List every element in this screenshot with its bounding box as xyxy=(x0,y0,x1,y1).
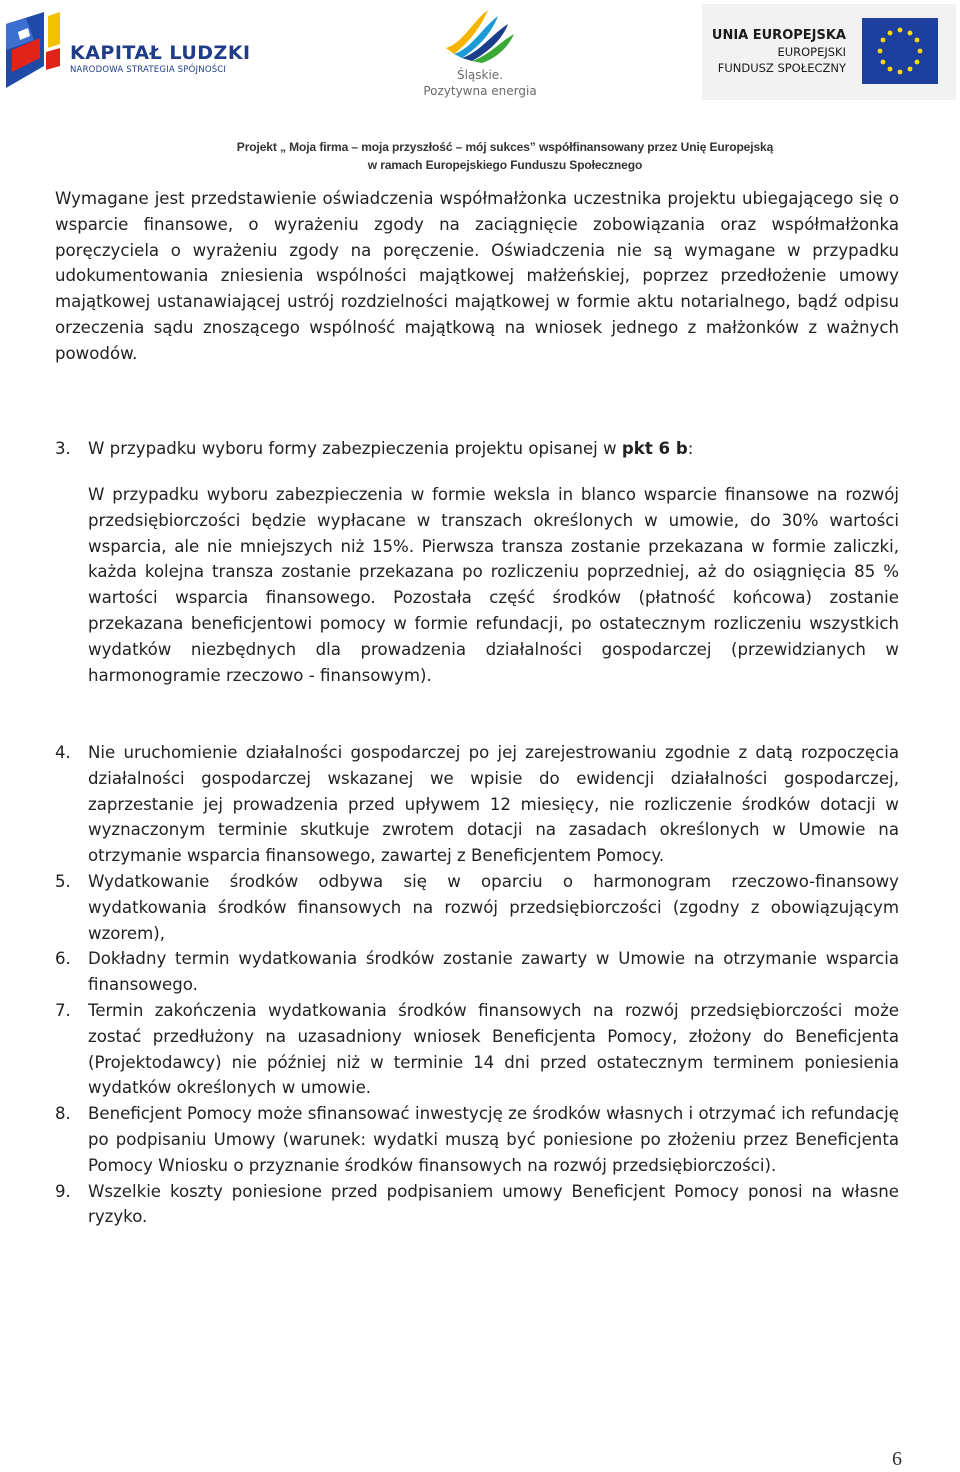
list-item-text: Dokładny termin wydatkowania środków zostanie zawarty w Umowie na otrzymanie wsparcia finansowego. xyxy=(88,949,899,995)
kapital-ludzki-subtitle: NARODOWA STRATEGIA SPÓJNOŚCI xyxy=(70,65,227,75)
section-3-number: 3. xyxy=(55,439,71,458)
eu-line-3: FUNDUSZ SPOŁECZNY xyxy=(717,61,846,75)
list-item xyxy=(55,946,899,998)
list-item-number: 8. xyxy=(55,1104,71,1124)
list-item xyxy=(55,740,899,869)
list-item xyxy=(55,1179,899,1231)
slaskie-logo xyxy=(410,4,550,100)
slaskie-title: Śląskie. xyxy=(456,68,504,82)
list-item-text: Beneficjent Pomocy może sfinansować inwestycję ze środków własnych i otrzymać ich refundację po podpisaniu Umowy (warunek: wydatki muszą być poniesione po złożeniu przez Beneficjenta Pomocy Wniosku o przyznanie środków finansowych na rozwój przedsiębiorczości). xyxy=(88,1104,899,1175)
section-3-heading-prefix: W przypadku wyboru formy zabezpieczenia projektu opisanej w xyxy=(88,439,622,458)
list-item xyxy=(55,869,899,946)
list-item xyxy=(55,1101,899,1178)
list-item-number: 4. xyxy=(55,743,71,762)
list-item xyxy=(55,998,899,1101)
list-item-text: Wydatkowanie środków odbywa się w oparciu o harmonogram rzeczowo-finansowy wydatkowania środków finansowych na rozwój przedsiębiorczości (zgodny z obowiązującym wzorem), xyxy=(88,871,899,943)
section-3-heading-bold: pkt 6 b xyxy=(621,439,688,458)
numbered-list xyxy=(55,740,899,1230)
intro-paragraph: Wymagane jest przedstawienie oświadczenia współmałżonka uczestnika projektu ubiegającego się o wsparcie finansowe, o wyrażeniu zgody na zaciągnięcie zobowiązania oraz współmałżonka poręczyciela o wyrażeniu zgody na poręczenie. Oświadczenia nie są wymagane w przypadku udokumentowania zniesienia wspólności majątkowej małżeńskiej, poprzez przedłożenie umowy majątkowej ustanawiającej ustrój rozdzielności majątkowej w formie aktu notarialnego, bądź odpisu orzeczenia sądu znoszącego wspólność majątkową na wniosek jednego z małżonków z ważnych powodów. xyxy=(55,189,899,363)
list-item-number: 7. xyxy=(55,1000,71,1020)
kapital-ludzki-title: KAPITAŁ LUDZKI xyxy=(70,42,251,64)
list-item-text: Wszelkie koszty poniesione przed podpisaniem umowy Beneficjent Pomocy ponosi na własne ryzyko. xyxy=(88,1181,899,1227)
kapital-ludzki-logo xyxy=(4,6,251,90)
list-item-text: Nie uruchomienie działalności gospodarczej po jej zarejestrowaniu zgodnie z datą rozpoczęcia działalności gospodarczej wskazanej we wpisie do ewidencji działalności gospodarczej, zaprzestanie jej prowadzenia przed upływem 12 miesięcy, nie rozliczenie środków dotacji w wyznaczonym terminie skutkuje zwrotem dotacji na zasadach określonych w Umowie na otrzymanie wsparcia finansowego, zawartej z Beneficjentem Pomocy. xyxy=(88,743,899,866)
project-line-1: Projekt „ Moja firma – moja przyszłość – mój sukces” współfinansowany przez Unię Europejską xyxy=(236,140,774,154)
eu-line-1: UNIA EUROPEJSKA xyxy=(711,28,846,43)
list-item-text: Termin zakończenia wydatkowania środków finansowych na rozwój przedsiębiorczości może zostać przedłużony na uzasadniony wniosek Beneficjenta Pomocy, złożony do Beneficjenta (Projektodawcy) nie później niż w terminie 14 dni przed ostatecznym terminem poniesienia wydatków określonych w umowie. xyxy=(88,1000,899,1098)
slaskie-subtitle: Pozytywna energia xyxy=(423,84,537,98)
eu-line-2: EUROPEJSKI xyxy=(777,45,846,59)
project-line-2: w ramach Europejskiego Funduszu Społecznego xyxy=(367,158,643,172)
slaskie-swoosh-icon xyxy=(442,4,518,64)
list-item-number: 5. xyxy=(55,871,71,891)
eu-efs-logo xyxy=(702,4,956,100)
section-3-body: W przypadku wyboru zabezpieczenia w formie weksla in blanco wsparcie finansowe na rozwój przedsiębiorczości będzie wypłacane w transzach określonych w umowie, do 30% wartości wsparcia, ale nie mniejszych niż 15%. Pierwsza transza zostanie przekazana w formie zaliczki, każda kolejna transza zostanie przekazana po rozliczeniu poprzedniej, aż do osiągnięcia 85 % wartości wsparcia finansowego. Pozostała część środków (płatność końcowa) zostanie przekazana beneficjentowi pomocy w formie refundacji, po ostatecznym rozliczeniu wszystkich wydatków niezbędnych dla prowadzenia działalności gospodarczej (przewidzianych w harmonogramie rzeczowo - finansowym). xyxy=(88,485,899,685)
list-item-number: 6. xyxy=(55,949,71,969)
section-3-heading-suffix: : xyxy=(687,439,694,458)
section-3-heading xyxy=(88,436,693,462)
eu-flag-icon xyxy=(862,18,938,84)
kapital-ludzki-flag-icon xyxy=(4,10,62,90)
list-item-number: 9. xyxy=(55,1181,71,1201)
page-number: 6 xyxy=(892,1448,902,1470)
